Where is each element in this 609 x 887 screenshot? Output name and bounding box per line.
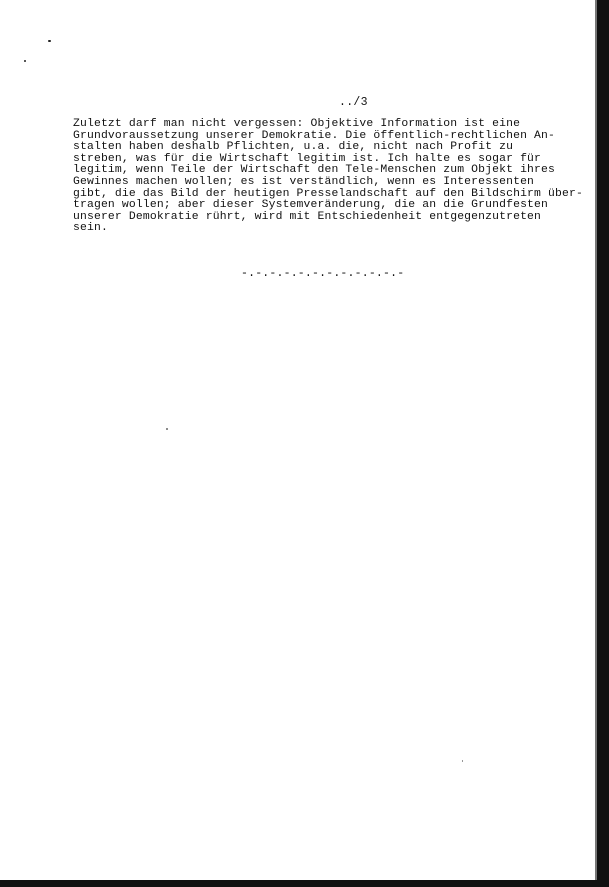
scan-speck [166, 428, 168, 430]
text-line: sein. [73, 222, 108, 235]
text-line: gibt, die das Bild der heutigen Presselandschaft auf den Bildschirm über- [73, 187, 583, 200]
page-number: ../3 [339, 96, 368, 109]
text-line: Zuletzt darf man nicht vergessen: Objektive Information ist eine [73, 118, 521, 130]
scan-border-bottom [0, 880, 609, 887]
scan-speck [462, 760, 463, 762]
body-paragraph [73, 119, 583, 235]
scan-speck [24, 60, 26, 62]
text-line: Gewinnes machen wollen; es ist verständlich, wenn es Interessenten [73, 175, 535, 188]
text-line: unserer Demokratie rührt, wird mit Entschiedenheit entgegenzutreten [73, 210, 542, 223]
text-line: stalten haben deshalb Pflichten, u.a. die, nicht nach Profit zu [73, 141, 514, 154]
text-line: legitim, wenn Teile der Wirtschaft den Tele-Menschen zum Objekt ihres [73, 164, 555, 177]
scan-border-right [597, 0, 609, 887]
text-line: streben, was für die Wirtschaft legitim ist. Ich halte es sogar für [73, 152, 542, 165]
end-divider: -.-.-.-.-.-.-.-.-.-.-.- [241, 267, 405, 280]
text-line: tragen wollen; aber dieser Systemveränderung, die an die Grundfesten [73, 199, 549, 212]
scan-speck [48, 40, 51, 42]
text-line: Grundvoraussetzung unserer Demokratie. Die öffentlich-rechtlichen An- [73, 129, 555, 142]
